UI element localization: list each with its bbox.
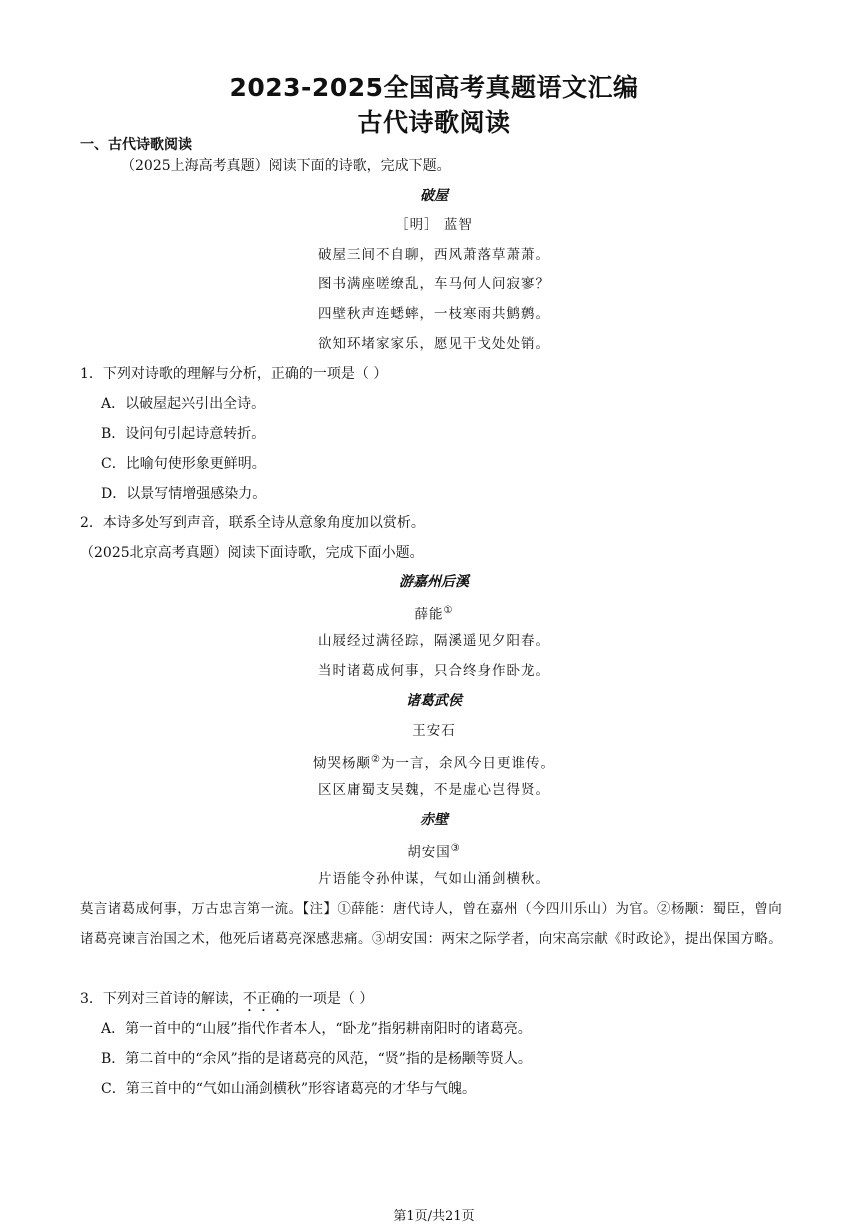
poem-title: 破屋 [420,188,448,204]
poem-line-part: 恸哭杨颙 [313,755,372,772]
poem-line: 山屐经过满径踪，隔溪遥见夕阳春。 [318,633,550,649]
question-option: B．第二首中的“余风”指的是诸葛亮的风范，“贤”指的是杨颙等贤人。 [101,1051,532,1067]
poem-line: 当时诸葛成何事，只合终身作卧龙。 [318,663,550,679]
poem-line: 欲知环堵家家乐，愿见干戈处处销。 [318,336,550,352]
question-option: A．以破屋起兴引出全诗。 [101,396,266,412]
poem-title: 诸葛武侯 [406,693,462,709]
page-number: 第1页/共21页 [393,1209,475,1224]
poem-title: 赤壁 [420,812,448,828]
poem-line: 四壁秋声连蟋蟀，一枝寒雨共鹪鹩。 [318,306,550,322]
poem-author-name: 薛能 [414,606,444,623]
poem-author [0,601,868,625]
question-intro: （2025北京高考真题）阅读下面诗歌，完成下面小题。 [80,545,424,561]
footnote-marker: ③ [450,843,461,854]
poem-author-name: 胡安国 [407,844,451,861]
question-option: D．以景写情增强感染力。 [101,486,267,502]
poem-line: 破屋三间不自聊，西风萧落草萧萧。 [318,247,550,263]
poem-line: 区区庸蜀支吴魏，不是虚心岂得贤。 [318,782,550,798]
question-stem: 1．下列对诗歌的理解与分析，正确的一项是（ ） [80,366,388,382]
question-intro: （2025上海高考真题）阅读下面的诗歌，完成下题。 [121,158,451,174]
question-option: C．比喻句使形象更鲜明。 [101,456,266,472]
poem-author: ［明］ 蓝智 [395,217,473,233]
poem-line-part: 为一言，余风今日更谁传。 [380,755,555,772]
document-subtitle: 古代诗歌阅读 [357,108,511,137]
question-stem-part: 3．下列对三首诗的解读， [80,991,243,1007]
poem-line: 片语能令孙仲谋，气如山涌剑横秋。 [318,871,550,887]
poem-author [0,839,868,863]
emphasized-text: 不正确 [242,991,285,1007]
notes-paragraph: 莫言诸葛成何事，万古忠言第一流。【注】①薛能：唐代诗人，曾在嘉州（今四川乐山）为官。②杨颙：蜀臣，曾向诸葛亮谏言治国之术，他死后诸葛亮深感悲痛。③胡安国：两宋之际学者，向宋高宗献《时政论》，提出保国方略。 [80,901,783,947]
section-heading: 一、古代诗歌阅读 [80,137,192,153]
question-stem: 2．本诗多处写到声音，联系全诗从意象角度加以赏析。 [80,515,425,531]
poem-line: 图书满座嗟缭乱，车马何人问寂寥？ [318,276,550,292]
question-option: B．设问句引起诗意转折。 [101,426,266,442]
document-title: 2023-2025全国高考真题语文汇编 [229,73,639,102]
footnote-marker: ① [443,605,454,616]
question-stem-part: 的一项是（ ） [284,991,374,1007]
question-option: A．第一首中的“山屐”指代作者本人，“卧龙”指躬耕南阳时的诸葛亮。 [101,1021,532,1037]
question-stem [80,989,373,1015]
footnote-marker: ② [371,754,381,765]
poem-title: 游嘉州后溪 [399,574,469,590]
poem-author: 王安石 [412,723,456,739]
poem-line [0,750,868,774]
question-option: C．第三首中的“气如山涌剑横秋”形容诸葛亮的才华与气魄。 [101,1081,477,1097]
